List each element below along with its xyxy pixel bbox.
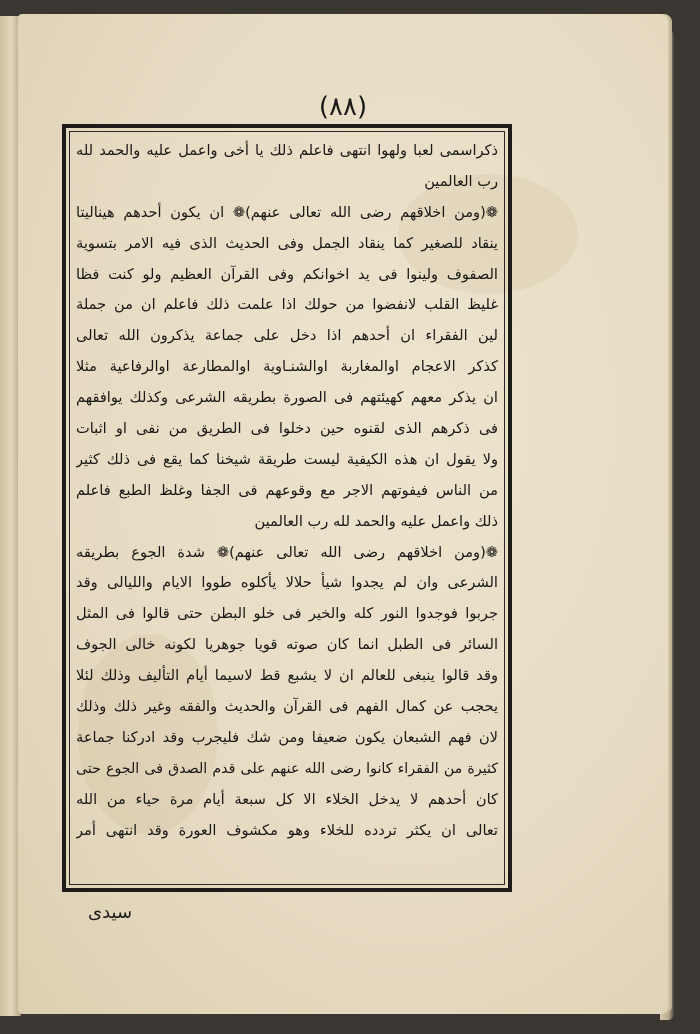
text-line: من الناس فيفوتهم الاجر مع وقوعهم فى الجفا وغلظ الطبع فاعلم [76,481,498,499]
text-line: ولا يقول ان هذه الكيفية ليست طريقة شيخنا كما يقع فى ذلك كثير [76,450,498,468]
text-line: كان أحدهم لا يدخل الخلاء الا كل سبعة أيام مرة حياء من الله [76,790,498,808]
text-line: وقد قالوا ينبغى للعالم ان لا يشبع قط لاسيما أيام التأليف وذلك لئلا [76,667,498,685]
text-line: كثيرة من الفقراء كانوا رضى الله عنهم على قدم الصدق فى الجوع حتى [76,760,498,777]
text-frame-inner-rule [69,131,505,885]
text-line: غليظ القلب لانفضوا من حولك اذا علمت ذلك فاعلم ان من جملة [76,296,498,314]
text-line: كذكر الاعجام اوالمغاربة اوالشنـاوية اوالمطارعة اوالرفاعية مثلا [76,358,498,376]
text-line: ❁(ومن اخلاقهم رضى الله تعالى عنهم)❁ شدة الجوع بطريقه [76,543,498,561]
text-line: ان يذكر معهم كهيئتهم فى الصورة بطريقه الشرعى وكذلك يوافقهم [76,389,498,407]
text-line: رب العالمين [424,172,498,190]
manuscript-page [18,14,668,1014]
text-line: فى ذكرهم الذى لقنوه حين دخلوا فى الطريق من نفى او اثبات [76,420,498,438]
text-line: ذلك واعمل عليه والحمد لله رب العالمين [254,512,498,530]
text-line: ذكراسمى لعبا ولهوا انتهى فاعلم ذلك يا أخى واعمل عليه والحمد لله [76,142,498,159]
text-line: الصفوف ولينوا فى يد اخوانكم وفى القرآن العظيم ولو كنت فظا [76,265,498,283]
text-line: تعالى ان يكثر تردده للخلاء وهو مكشوف العورة وقد انتهى أمر [76,821,498,839]
body-text [76,136,498,846]
text-line: لان فهم الشبعان يكون ضعيفا ومن شك فليجرب وقد ادركنا جماعة [76,728,498,746]
text-line: ينقاد للصغير كما ينقاد الجمل وفى الحديث الذى فيه الامر بتسوية [76,234,498,252]
text-line: السائر فى الطبل انما كان صوته قويا جوهريا لكونه خالى الجوف [76,636,498,654]
text-frame [62,124,512,892]
page-number: (٨٨) [318,92,368,122]
catchword: سيدى [88,902,133,923]
text-line: الشرعى وان لم يجدوا شيأ حلالا يأكلوه طووا الايام والليالى وقد [76,574,498,592]
text-line: جربوا فوجدوا النور كله والخير فى خلو البطن حتى قالوا فى المثل [76,605,498,623]
text-line: لين الفقراء ان أحدهم اذا دخل على جماعة يذكرون الله تعالى [76,327,498,345]
text-line: ❁(ومن اخلاقهم رضى الله تعالى عنهم)❁ ان يكون أحدهم هيناليتا [76,203,498,221]
text-line: يحجب عن كمال الفهم فى القرآن والحديث والفقه وغير ذلك وذلك [76,698,498,716]
